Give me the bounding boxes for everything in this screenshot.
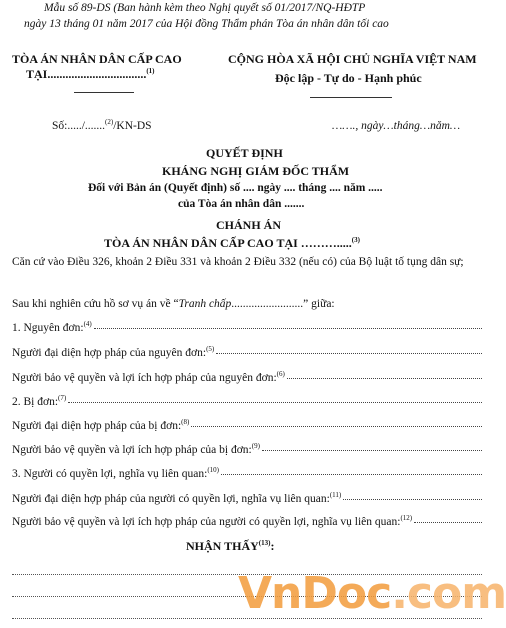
related-protector-label: Người bảo vệ quyền và lợi ích hợp pháp của người có quyền lợi, nghĩa vụ liên quan:$^{(12)}$ xyxy=(12,514,413,528)
defendant-protector-field xyxy=(12,444,482,456)
judgment-reference-line1: Đối với Bản án (Quyết định) số .... ngày .... tháng .... năm ..... xyxy=(88,182,383,194)
defendant-representative-blank xyxy=(191,426,482,427)
plaintiff-representative-field xyxy=(12,347,482,359)
court-full-footnote-3: (3) xyxy=(351,236,360,244)
form-header-line1: Mẫu số 89-DS (Ban hành kèm theo Nghị quyết số 01/2017/NQ-HĐTP xyxy=(44,2,366,14)
plaintiff-protector-blank xyxy=(287,378,482,379)
decision-number-suffix: /KN-DS xyxy=(113,120,152,132)
party-defendant-field xyxy=(12,396,482,408)
right-header-rule xyxy=(310,97,392,98)
national-motto: Độc lập - Tự do - Hạnh phúc xyxy=(275,71,422,85)
authority-title: CHÁNH ÁN xyxy=(216,218,281,232)
decision-title: QUYẾT ĐỊNH xyxy=(206,146,283,160)
legal-basis: Căn cứ vào Điều 326, khoản 2 Điều 331 và khoản 2 Điều 332 (nếu có) của Bộ luật tố tụng dân sự; xyxy=(12,256,464,268)
decision-number xyxy=(52,120,152,132)
defendant-representative-field xyxy=(12,420,482,432)
finding-heading-text: NHẬN THẤY xyxy=(186,539,259,553)
finding-colon: : xyxy=(270,539,275,553)
related-party-field xyxy=(12,468,482,480)
plaintiff-protector-label: Người bảo vệ quyền và lợi ích hợp pháp của nguyên đơn:$^{(6)}$ xyxy=(12,370,285,384)
related-representative-blank xyxy=(343,499,482,500)
judgment-reference-line2: của Tòa án nhân dân ....... xyxy=(178,198,305,210)
nation-name: CỘNG HÒA XÃ HỘI CHỦ NGHĨA VIỆT NAM xyxy=(228,52,477,66)
case-study-suffix: .........................” giữa: xyxy=(231,298,335,310)
defendant-representative-label: Người đại diện hợp pháp của bị đơn:$^{(8)}$ xyxy=(12,418,190,432)
court-name-line2 xyxy=(26,67,155,82)
defendant-protector-label: Người bảo vệ quyền và lợi ích hợp pháp của bị đơn:$^{(9)}$ xyxy=(12,442,260,456)
related-representative-field xyxy=(12,493,482,505)
decision-subject: KHÁNG NGHỊ GIÁM ĐỐC THẨM xyxy=(162,164,350,178)
party-plaintiff-blank xyxy=(94,328,482,329)
court-name-location: TẠI................................. xyxy=(26,67,147,81)
court-footnote-1: (1) xyxy=(146,67,155,75)
number-footnote-2: (2) xyxy=(105,118,114,127)
left-header-rule xyxy=(74,92,134,93)
finding-heading xyxy=(186,539,274,554)
party-defendant-label: 2. Bị đơn:$^{(7)}$ xyxy=(12,394,67,408)
finding-footnote-13: (13) xyxy=(258,539,271,547)
case-study-prefix: Sau khi nghiên cứu hồ sơ vụ án về “ xyxy=(12,298,179,310)
related-protector-field xyxy=(12,516,482,528)
plaintiff-representative-blank xyxy=(216,353,482,354)
plaintiff-protector-field xyxy=(12,372,482,384)
case-study-dispute: Tranh chấp xyxy=(178,298,232,310)
court-full-name xyxy=(104,236,360,251)
related-protector-blank xyxy=(414,522,482,523)
party-defendant-blank xyxy=(68,402,482,403)
related-party-blank xyxy=(221,474,482,475)
watermark-brand-sub: .com xyxy=(391,568,506,619)
form-header-line2: ngày 13 tháng 01 năm 2017 của Hội đồng Thẩm phán Tòa án nhân dân tối cao xyxy=(24,18,389,30)
defendant-protector-blank xyxy=(262,450,482,451)
court-full-name-text: TÒA ÁN NHÂN DÂN CẤP CAO TẠI ………..... xyxy=(104,236,352,250)
party-plaintiff-field xyxy=(12,322,482,334)
court-name-line1: TÒA ÁN NHÂN DÂN CẤP CAO xyxy=(12,52,182,66)
watermark-brand-main: VnDoc xyxy=(238,568,392,619)
plaintiff-representative-label: Người đại diện hợp pháp của nguyên đơn:$^{(5)}$ xyxy=(12,345,215,359)
place-date-line: ……., ngày…tháng…năm… xyxy=(332,120,461,132)
related-party-label: 3. Người có quyền lợi, nghĩa vụ liên quan:$^{(10)}$ xyxy=(12,466,220,480)
related-representative-label: Người đại diện hợp pháp của người có quyền lợi, nghĩa vụ liên quan:$^{(11)}$ xyxy=(12,491,342,505)
case-study-line xyxy=(12,298,335,310)
vndoc-watermark-logo xyxy=(238,568,506,624)
decision-number-prefix: Số:...../....... xyxy=(52,120,106,132)
party-plaintiff-label: 1. Nguyên đơn:$^{(4)}$ xyxy=(12,320,92,334)
